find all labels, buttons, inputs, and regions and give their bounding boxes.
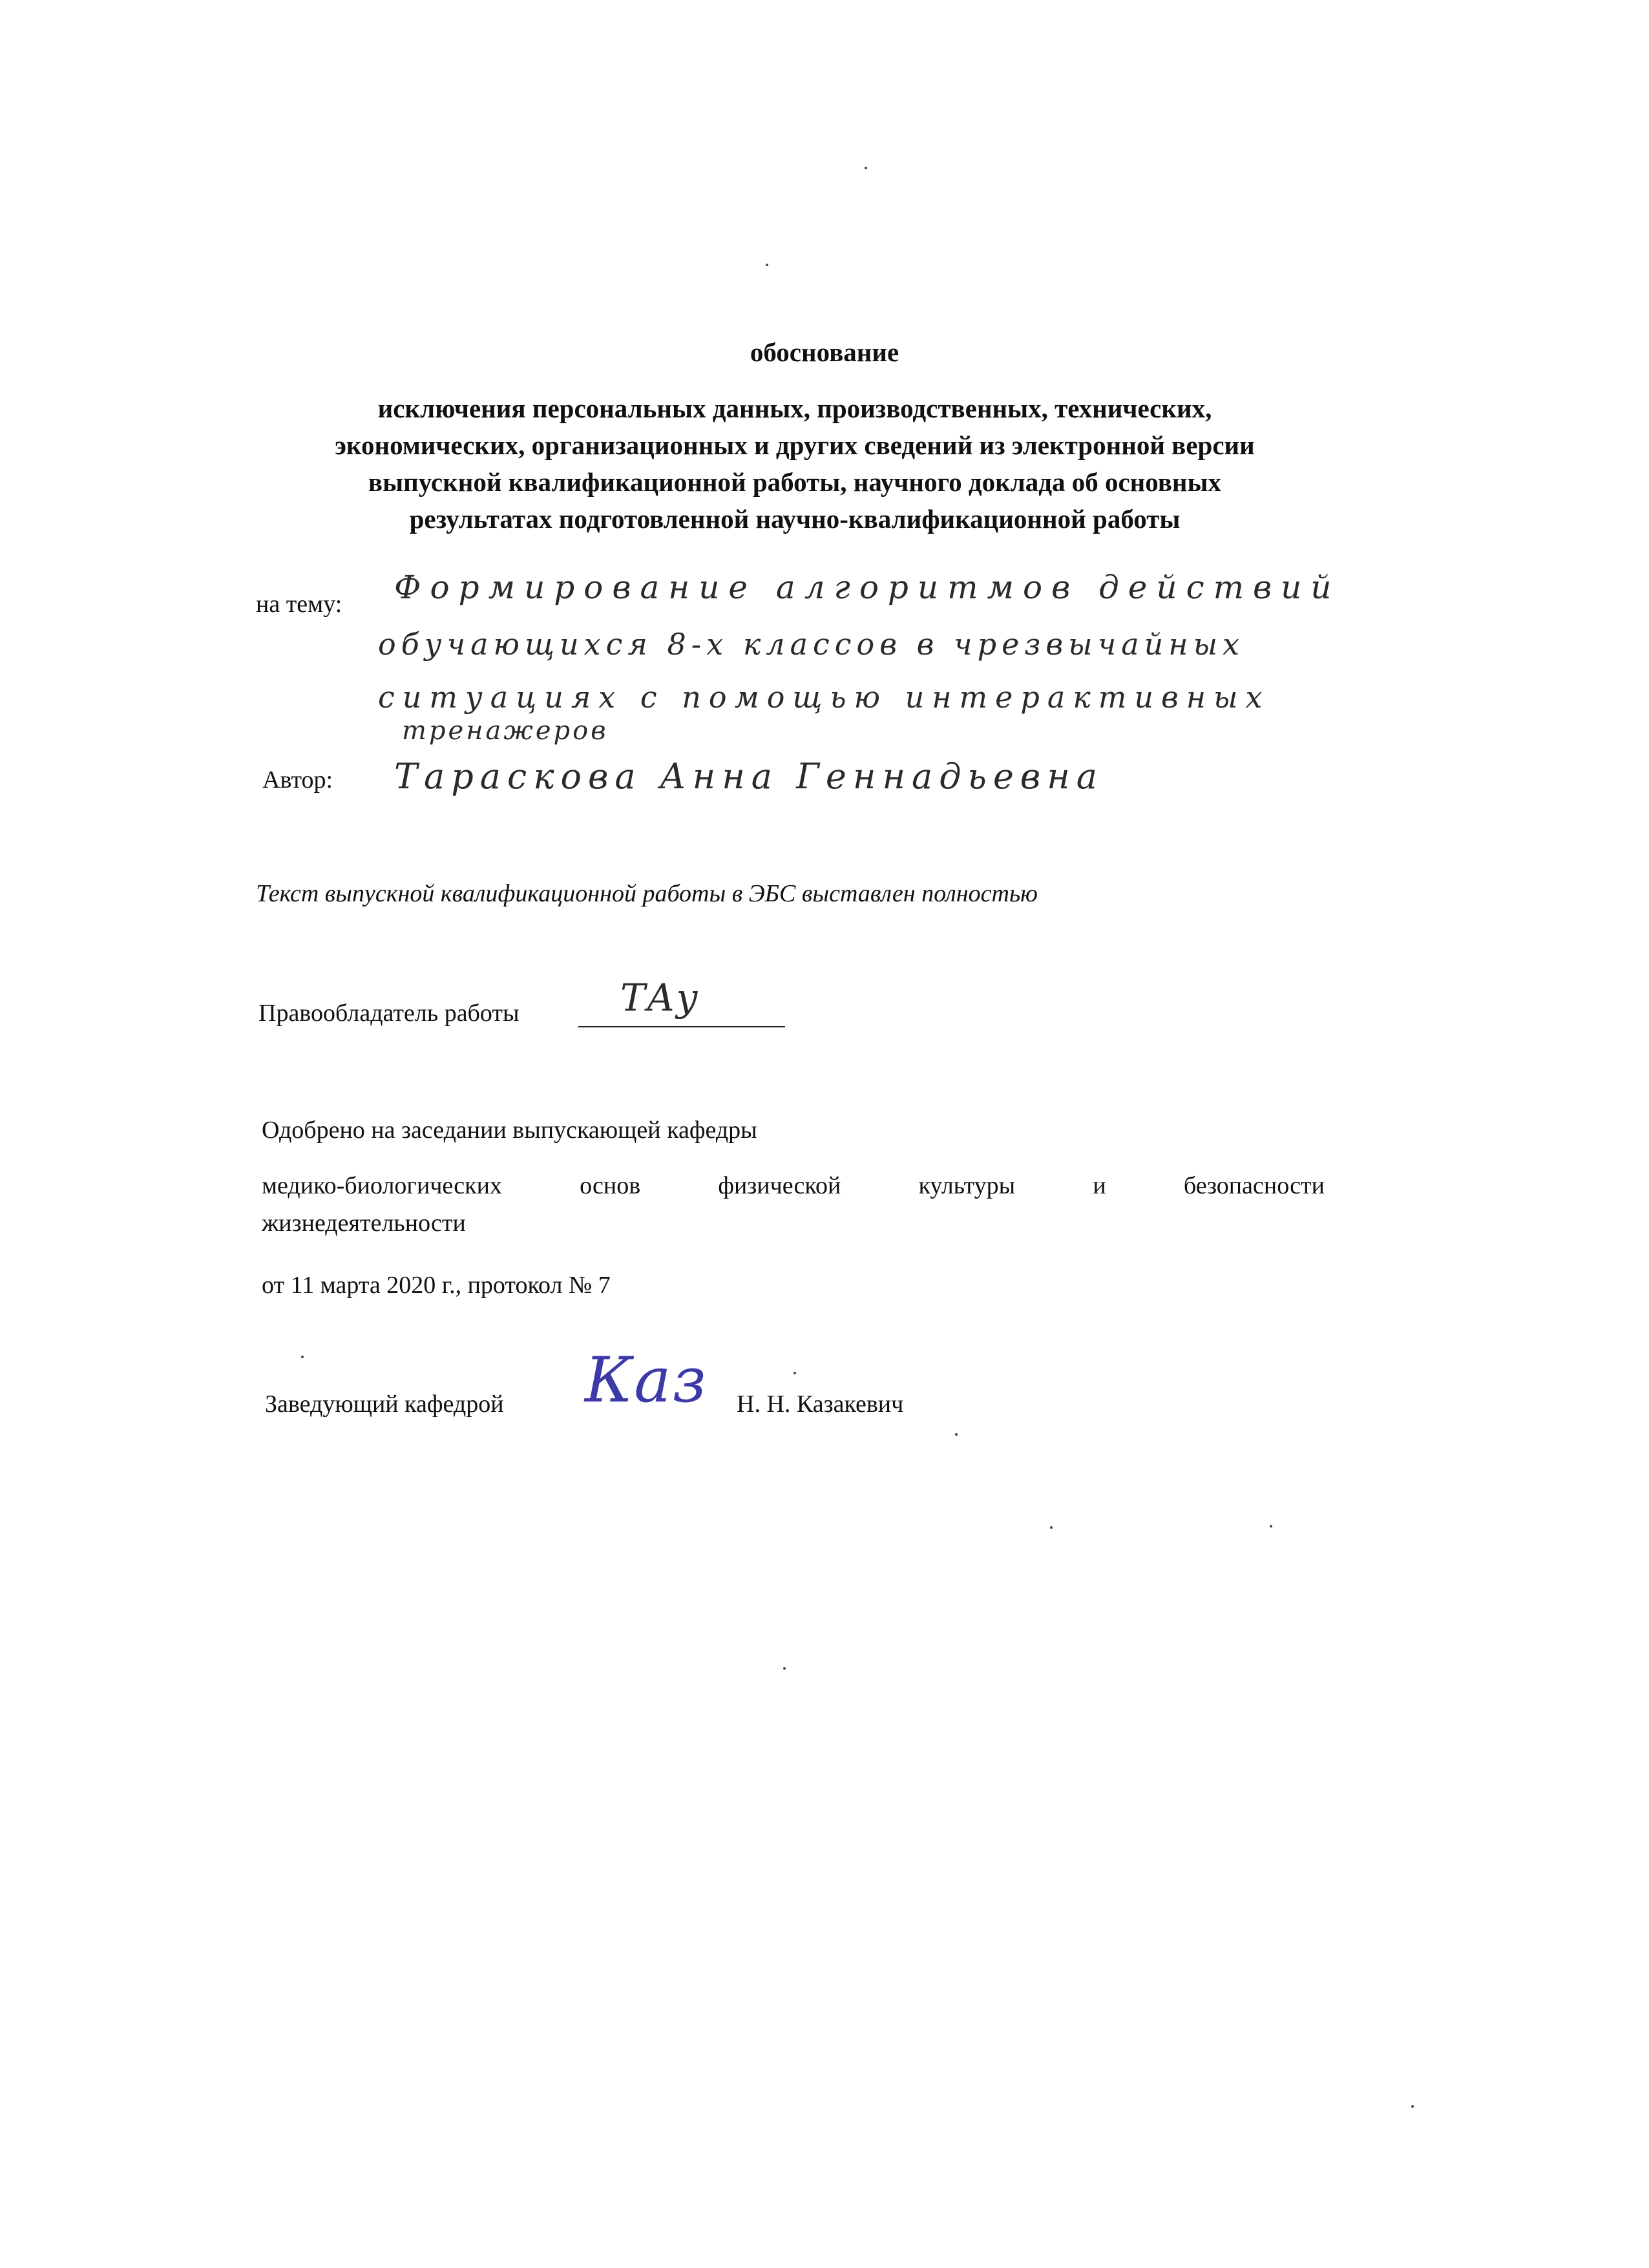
protocol-line: от 11 марта 2020 г., протокол № 7 (262, 1272, 611, 1299)
department-word: медико-биологических (262, 1172, 502, 1199)
scan-speck (865, 167, 867, 169)
rights-holder-signature-line (578, 1026, 785, 1027)
department-word: и (1093, 1172, 1106, 1199)
department-word: культуры (918, 1172, 1016, 1199)
rights-holder-label: Правообладатель работы (258, 1000, 520, 1027)
topic-handwritten-line: обучающихся 8-х классов в чрезвычайных (378, 627, 1245, 662)
topic-label: на тему: (256, 591, 342, 618)
head-label: Заведующий кафедрой (265, 1391, 504, 1418)
topic-handwritten-line: тренажеров (402, 716, 609, 746)
scan-speck (783, 1667, 786, 1670)
subheading-line: экономических, организационных и других сведений из электронной версии (335, 430, 1255, 460)
subheading-line: выпускной квалификационной работы, научного доклада об основных (368, 467, 1222, 497)
head-signature: Каз (585, 1344, 708, 1416)
scan-speck (1050, 1526, 1053, 1529)
document-heading: обоснование (750, 337, 899, 367)
ebs-statement: Текст выпускной квалификационной работы в ЭБС выставлен полностью (256, 880, 1038, 907)
topic-handwritten-line: ситуациях с помощью интерактивных (378, 680, 1270, 715)
scan-speck (301, 1356, 304, 1358)
scan-speck (955, 1433, 958, 1436)
subheading-line: результатах подготовленной научно-квалификационной работы (409, 504, 1181, 534)
scan-speck (1411, 2105, 1414, 2108)
author-label: Автор: (262, 766, 333, 793)
subheading-line: исключения персональных данных, производственных, технических, (377, 394, 1212, 423)
document-subheading (233, 390, 1357, 538)
department-continuation: жизнедеятельности (262, 1210, 466, 1237)
department-line (262, 1171, 1325, 1201)
topic-handwritten-line: Формирование алгоритмов действий (394, 569, 1341, 606)
scan-speck (1270, 1525, 1272, 1528)
approved-line: Одобрено на заседании выпускающей кафедры (262, 1117, 757, 1144)
author-handwritten: Тараскова Анна Геннадьевна (394, 756, 1104, 797)
scan-speck (793, 1372, 796, 1374)
department-word: безопасности (1183, 1172, 1325, 1199)
rights-holder-signature: ТАу (620, 976, 700, 1020)
department-word: физической (718, 1172, 841, 1199)
head-name: Н. Н. Казакевич (737, 1391, 904, 1418)
department-word: основ (580, 1172, 641, 1199)
scan-speck (766, 264, 768, 266)
